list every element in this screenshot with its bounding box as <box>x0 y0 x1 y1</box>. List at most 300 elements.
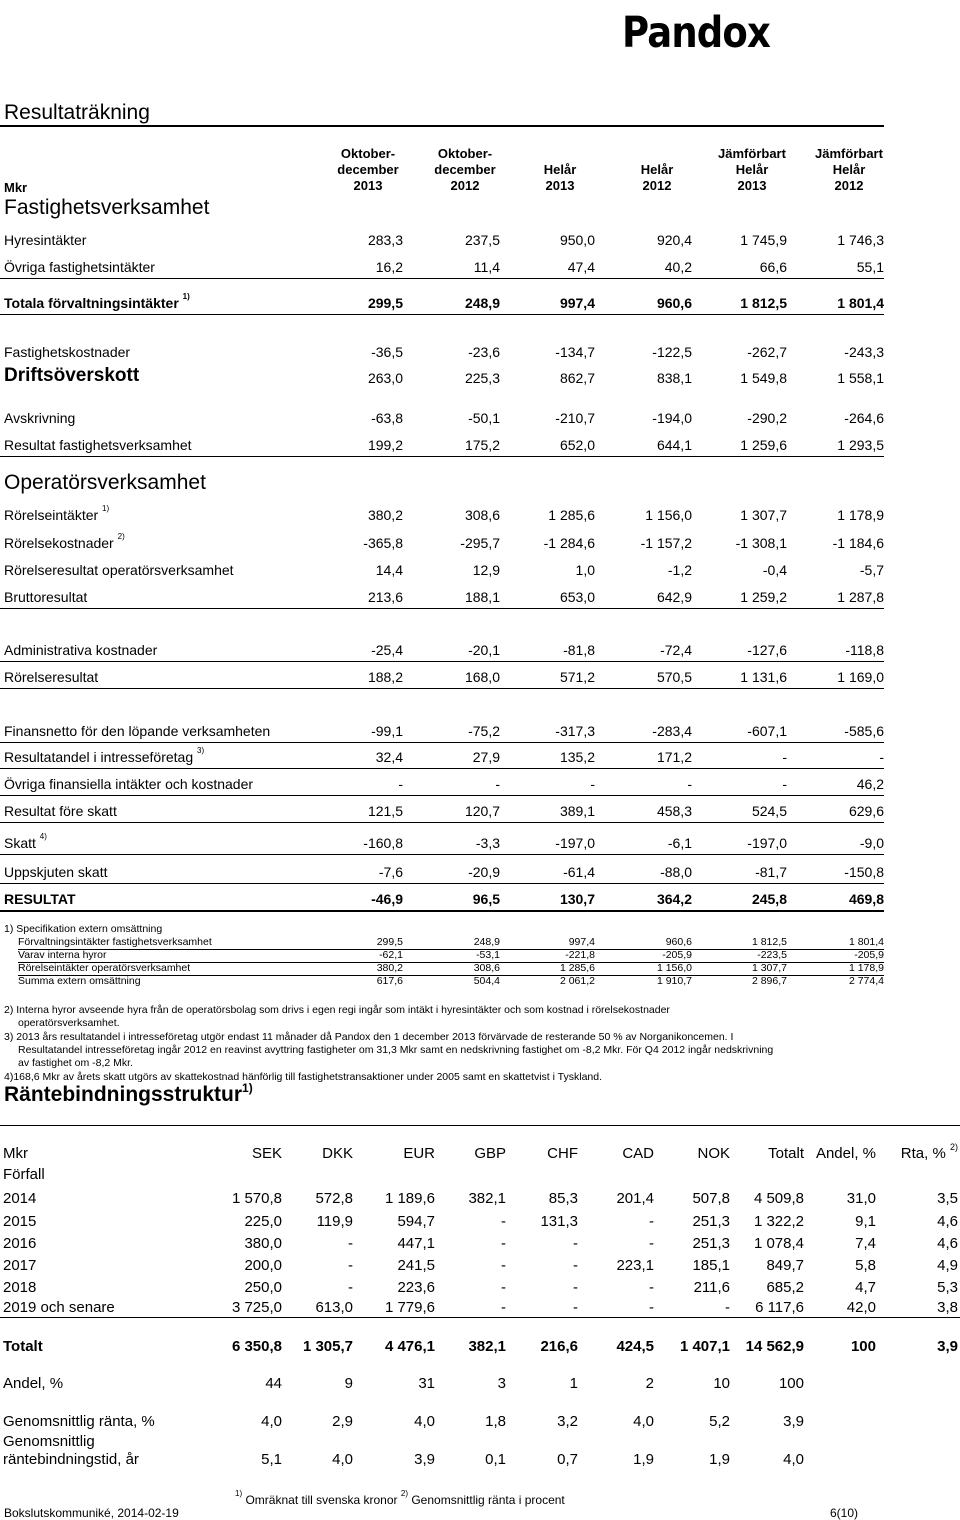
table-cell: 9 <box>344 1375 353 1392</box>
row-label <box>4 864 108 880</box>
footnote-ref: 1) <box>182 292 190 301</box>
footnote-cell: 2 896,7 <box>751 975 787 987</box>
table-cell: 245,8 <box>751 891 787 907</box>
table-cell: 469,8 <box>848 891 884 907</box>
table-cell: 424,5 <box>616 1338 654 1355</box>
column-header <box>273 1145 353 1162</box>
footnote-row-label: Rörelseintäkter operatörsverksamhet <box>18 962 191 974</box>
row-label: 2015 <box>3 1213 37 1230</box>
table-cell: 1 285,6 <box>548 507 595 523</box>
section-operatorsverksamhet: Operatörsverksamhet <box>4 471 206 494</box>
table-cell: 1 746,3 <box>837 232 884 248</box>
table-cell: 571,2 <box>559 669 595 685</box>
table-cell: 642,9 <box>656 589 692 605</box>
column-header: Jämförbart Helår 2013 <box>718 146 786 193</box>
footnote-cell: 1 156,0 <box>656 962 692 974</box>
table-cell: 4,0 <box>783 1451 804 1468</box>
table-cell: 0,1 <box>485 1451 506 1468</box>
table-cell: 188,2 <box>367 669 403 685</box>
table-row <box>0 528 884 554</box>
column-header <box>650 1145 730 1162</box>
table-cell: 44 <box>265 1375 282 1392</box>
row-label <box>4 589 87 605</box>
table-row <box>0 1275 960 1297</box>
table-cell: -295,7 <box>460 535 500 551</box>
table-cell: 613,0 <box>315 1299 353 1316</box>
table-cell: 685,2 <box>766 1279 804 1296</box>
column-header-text: GBP <box>474 1145 506 1162</box>
table-cell: 1 178,9 <box>837 507 884 523</box>
table-cell: 4,6 <box>937 1235 958 1252</box>
table-cell: 3,2 <box>557 1413 578 1430</box>
table-row <box>0 337 884 363</box>
table-cell: 5,1 <box>261 1451 282 1468</box>
table-cell: 447,1 <box>397 1235 435 1252</box>
table-cell: 458,3 <box>656 803 692 819</box>
table-cell: 4,0 <box>414 1413 435 1430</box>
table-cell: -7,6 <box>378 864 403 880</box>
table-cell: 5,2 <box>709 1413 730 1430</box>
table-cell: 1 570,8 <box>231 1190 282 1207</box>
table-cell: 1 <box>569 1375 578 1392</box>
column-header-text: Andel, % <box>815 1145 876 1162</box>
row-label <box>4 891 76 907</box>
table-cell: 5,3 <box>937 1279 958 1296</box>
table-cell: - <box>398 776 403 792</box>
table-cell: 211,6 <box>693 1279 730 1296</box>
table-cell: 225,0 <box>244 1213 282 1230</box>
table-cell: - <box>725 1299 730 1316</box>
table-cell: 1 169,0 <box>837 669 884 685</box>
row-label <box>4 562 234 578</box>
row-label <box>4 776 253 792</box>
table-cell: 950,0 <box>559 232 595 248</box>
table-cell: 66,6 <box>759 259 787 275</box>
table-cell: 135,2 <box>559 749 595 765</box>
table-row <box>0 828 884 855</box>
table-cell: 185,1 <box>692 1257 730 1274</box>
unit-label: Mkr <box>4 180 28 195</box>
row-label: 2016 <box>3 1235 37 1252</box>
table-cell: 1 287,8 <box>837 589 884 605</box>
row-label <box>4 365 139 387</box>
table-row <box>0 1162 960 1184</box>
table-cell: 120,7 <box>464 803 500 819</box>
table-cell: - <box>573 1235 578 1252</box>
row-label-text: Skatt <box>4 835 36 851</box>
table-cell: - <box>573 1299 578 1316</box>
table-cell: 1 812,5 <box>740 295 787 311</box>
table-cell: 308,6 <box>464 507 500 523</box>
table-cell: 171,2 <box>656 749 692 765</box>
table-cell: 216,6 <box>540 1338 578 1355</box>
table-cell: 40,2 <box>664 259 692 275</box>
table-cell: -0,4 <box>762 562 787 578</box>
table-cell: 4,9 <box>937 1257 958 1274</box>
footnote-cell: 1 307,7 <box>751 962 787 974</box>
footnote-cell: -205,9 <box>854 949 884 961</box>
table-cell: - <box>501 1257 506 1274</box>
row-label-text: Bruttoresultat <box>4 589 88 605</box>
table-cell: 862,7 <box>559 370 595 386</box>
table-cell: -365,8 <box>363 535 403 551</box>
row-label-text: Hyresintäkter <box>4 232 87 248</box>
column-header <box>878 1142 958 1162</box>
table-cell: 1 322,2 <box>753 1213 804 1230</box>
footnote-cell: 1 910,7 <box>656 975 692 987</box>
row-label: Andel, % <box>3 1375 64 1392</box>
row-label-text: Övriga finansiella intäkter och kostnader <box>4 776 254 792</box>
table-cell: 652,0 <box>559 437 595 453</box>
table-cell: 223,6 <box>397 1279 435 1296</box>
footnote-cell: 504,4 <box>473 975 500 987</box>
column-header-text: NOK <box>697 1145 730 1162</box>
table-cell: 1 407,1 <box>679 1338 730 1355</box>
table-cell: 213,6 <box>367 589 403 605</box>
footnote-cell: 248,9 <box>473 936 500 948</box>
table-cell: 380,0 <box>244 1235 282 1252</box>
column-header <box>202 1145 282 1162</box>
footnote-cell: 380,2 <box>376 962 403 974</box>
table-cell: 31,0 <box>846 1190 876 1207</box>
pandox-logo: Pandox <box>622 8 770 58</box>
table-cell: 27,9 <box>472 749 500 765</box>
footnote-cell: 997,4 <box>568 936 595 948</box>
rates-title: Räntebindningsstruktur$^{1)}$ <box>4 1081 253 1106</box>
table-cell: -1 284,6 <box>543 535 595 551</box>
table-cell: -36,5 <box>371 344 403 360</box>
column-header <box>426 1145 506 1162</box>
table-row <box>0 288 884 315</box>
table-cell: 4,0 <box>332 1451 353 1468</box>
table-cell: 46,2 <box>856 776 884 792</box>
table-cell: - <box>495 776 500 792</box>
column-header: Oktober- december 2013 <box>337 146 399 193</box>
table-row <box>0 430 884 457</box>
table-cell: 1 293,5 <box>837 437 884 453</box>
table-cell: -585,6 <box>844 723 884 739</box>
footnote-cell: 617,6 <box>376 975 403 987</box>
footnote-row <box>18 936 884 950</box>
footnote-cell: -53,1 <box>476 949 500 961</box>
table-cell: -23,6 <box>468 344 500 360</box>
table-cell: -262,7 <box>747 344 787 360</box>
table-cell: 1 558,1 <box>837 370 884 386</box>
row-label-text: Övriga fastighetsintäkter <box>4 259 155 275</box>
table-cell: 201,4 <box>616 1190 654 1207</box>
row-label <box>4 259 155 275</box>
footnote-cell: 960,6 <box>665 936 692 948</box>
row-label <box>4 344 130 360</box>
row-label-text: Uppskjuten skatt <box>4 864 108 880</box>
table-cell: 237,5 <box>464 232 500 248</box>
table-cell: -20,1 <box>468 642 500 658</box>
table-cell: - <box>573 1279 578 1296</box>
table-cell: 241,5 <box>397 1257 435 1274</box>
table-cell: 16,2 <box>375 259 403 275</box>
column-header-text: EUR <box>403 1145 435 1162</box>
footnote-cell: 1 285,6 <box>559 962 595 974</box>
table-row <box>0 742 884 769</box>
table-cell: 225,3 <box>464 370 500 386</box>
table-cell: 507,8 <box>692 1190 730 1207</box>
table-cell: -1 184,6 <box>832 535 884 551</box>
footnote-3-cont2: av fastighet om -8,2 Mkr. <box>18 1057 133 1069</box>
row-label <box>4 410 75 426</box>
table-cell: 188,1 <box>464 589 500 605</box>
table-row <box>0 662 884 689</box>
table-cell: - <box>501 1213 506 1230</box>
table-cell: -50,1 <box>468 410 500 426</box>
row-label <box>4 803 117 819</box>
table-cell: 653,0 <box>559 589 595 605</box>
table-cell: -81,8 <box>563 642 595 658</box>
table-cell: 1 259,6 <box>740 437 787 453</box>
table-cell: - <box>501 1279 506 1296</box>
row-label <box>4 642 157 658</box>
footnote-2-cont: operatörsverksamhet. <box>18 1017 120 1029</box>
row-label-text: Rörelsekostnader <box>4 535 114 551</box>
row-label: 2014 <box>3 1190 37 1207</box>
footnote-3-cont: Resultatandel intresseföretag ingår 2012 en reavinst avyttring fastigheter om 31,3 Mkr samt en nedskrivning fastighet om -8,2 Mkr. För Q4 2012 ingår nedskrivning <box>18 1044 774 1056</box>
column-header-text: DKK <box>322 1145 353 1162</box>
table-row <box>0 1231 960 1253</box>
table-cell: 96,5 <box>472 891 500 907</box>
table-cell: -5,7 <box>859 562 884 578</box>
table-cell: 47,4 <box>567 259 595 275</box>
row-label-text: Totala förvaltningsintäkter <box>4 295 179 311</box>
table-row <box>0 582 884 609</box>
table-cell: 1 078,4 <box>753 1235 804 1252</box>
column-header-text: CAD <box>622 1145 654 1162</box>
table-cell: - <box>649 1235 654 1252</box>
footnote-cell: -205,9 <box>662 949 692 961</box>
row-label: 2017 <box>3 1257 37 1274</box>
table-cell: 4,6 <box>937 1213 958 1230</box>
footnote-ref: 3) <box>197 746 205 755</box>
table-cell: 389,1 <box>559 803 595 819</box>
table-cell: -99,1 <box>371 723 403 739</box>
footnote-row-label: Summa extern omsättning <box>18 975 141 987</box>
footer-document: Bokslutskommuniké, 2014-02-19 <box>4 1506 179 1520</box>
footnote-cell: 308,6 <box>473 962 500 974</box>
table-cell: -127,6 <box>747 642 787 658</box>
footnote-cell: 299,5 <box>376 936 403 948</box>
row-label: Totalt <box>3 1338 43 1355</box>
table-row <box>0 403 884 429</box>
table-cell: 1 779,6 <box>384 1299 435 1316</box>
footnote-cell: 1 178,9 <box>848 962 884 974</box>
table-cell: 6 350,8 <box>231 1338 282 1355</box>
table-cell: -61,4 <box>563 864 595 880</box>
row-label-text: Rörelseintäkter <box>4 507 99 523</box>
footnote-ref: 2) <box>117 532 125 541</box>
table-cell: 1,0 <box>575 562 595 578</box>
table-cell: -607,1 <box>747 723 787 739</box>
table-row <box>0 635 884 662</box>
footnote-ref: 4) <box>39 832 47 841</box>
table-row <box>0 555 884 581</box>
table-row <box>0 1433 960 1469</box>
table-cell: 223,1 <box>616 1257 654 1274</box>
column-header <box>355 1145 435 1162</box>
table-row <box>0 884 884 912</box>
table-cell: 3,8 <box>937 1299 958 1316</box>
table-cell: 263,0 <box>367 370 403 386</box>
table-cell: -197,0 <box>747 835 787 851</box>
table-cell: 100 <box>850 1338 876 1355</box>
table-cell: 2,9 <box>332 1413 353 1430</box>
table-cell: 1 307,7 <box>740 507 787 523</box>
table-cell: 1 189,6 <box>384 1190 435 1207</box>
table-row <box>0 1371 960 1393</box>
footnote-row <box>18 962 884 976</box>
table-row <box>0 1295 960 1318</box>
table-cell: 32,4 <box>375 749 403 765</box>
table-cell: 175,2 <box>464 437 500 453</box>
footnote-ref: 2) <box>949 1142 958 1152</box>
table-row <box>0 796 884 823</box>
table-cell: 200,0 <box>244 1257 282 1274</box>
table-cell: 299,5 <box>367 295 403 311</box>
table-cell: 1 801,4 <box>837 295 884 311</box>
table-row <box>0 716 884 743</box>
row-label <box>4 504 110 523</box>
table-cell: -81,7 <box>755 864 787 880</box>
table-cell: 283,3 <box>367 232 403 248</box>
footer-page-number: 6(10) <box>830 1506 859 1520</box>
footnote-ref: 1) <box>102 504 110 513</box>
table-cell: -243,3 <box>844 344 884 360</box>
footnote-row <box>18 975 884 988</box>
table-cell: 55,1 <box>856 259 884 275</box>
table-row <box>0 500 884 526</box>
table-row <box>0 1209 960 1231</box>
table-cell: 3,9 <box>414 1451 435 1468</box>
row-label-text: Resultat fastighetsverksamhet <box>4 437 192 453</box>
table-cell: 629,6 <box>848 803 884 819</box>
table-cell: - <box>348 1257 353 1274</box>
table-cell: - <box>782 749 787 765</box>
table-cell: - <box>649 1299 654 1316</box>
table-cell: -3,3 <box>475 835 500 851</box>
table-cell: 4 476,1 <box>384 1338 435 1355</box>
table-cell: -20,9 <box>468 864 500 880</box>
footnote-cell: 1 801,4 <box>848 936 884 948</box>
table-cell: 364,2 <box>656 891 692 907</box>
table-cell: -25,4 <box>371 642 403 658</box>
table-cell: - <box>879 749 884 765</box>
table-cell: 1 156,0 <box>645 507 692 523</box>
table-cell: 1,8 <box>485 1413 506 1430</box>
row-label <box>4 723 270 739</box>
row-label <box>4 832 47 851</box>
row-label-text: RESULTAT <box>4 891 76 907</box>
table-cell: 9,1 <box>855 1213 876 1230</box>
table-cell: 3,5 <box>937 1190 958 1207</box>
table-row <box>0 1409 960 1431</box>
rates-divider <box>0 1125 960 1126</box>
table-cell: 1 259,2 <box>740 589 787 605</box>
row-label: 2019 och senare <box>3 1299 115 1316</box>
table-cell: -134,7 <box>555 344 595 360</box>
table-cell: 1,9 <box>709 1451 730 1468</box>
table-row <box>0 252 884 279</box>
table-cell: 960,6 <box>656 295 692 311</box>
table-row <box>0 1253 960 1275</box>
row-label <box>4 437 192 453</box>
table-cell: 251,3 <box>692 1213 730 1230</box>
table-cell: - <box>348 1235 353 1252</box>
footnote-2: 2) Interna hyror avseende hyra från de operatörsbolag som drivs i egen regi ingår som intäkt i hyresintäkter och som kostnad i rörelsekostnader <box>4 1004 670 1016</box>
table-cell: - <box>501 1235 506 1252</box>
table-cell: 248,9 <box>464 295 500 311</box>
table-cell: 14 562,9 <box>745 1338 804 1355</box>
column-header: Helår 2012 <box>640 162 674 193</box>
table-row <box>0 1186 960 1208</box>
table-cell: 119,9 <box>316 1213 353 1230</box>
row-label-text: Fastighetskostnader <box>4 344 131 360</box>
table-cell: 3 <box>497 1375 506 1392</box>
row-label-text: Avskrivning <box>4 410 76 426</box>
table-cell: 4,0 <box>261 1413 282 1430</box>
footer-notes: $^{1)}$ Omräknat till svenska kronor $^{2)}$ Genomsnittlig ränta i procent <box>235 1489 565 1507</box>
row-label-text: Rörelseresultat operatörsverksamhet <box>4 562 234 578</box>
table-cell: 121,5 <box>367 803 403 819</box>
table-cell: 14,4 <box>375 562 403 578</box>
footnote-1-title: 1) Specifikation extern omsättning <box>4 923 163 935</box>
table-cell: 1,9 <box>633 1451 654 1468</box>
column-header: Helår 2013 <box>543 162 577 193</box>
row-label-text: Resultat före skatt <box>4 803 117 819</box>
footnote-row <box>18 949 884 963</box>
footnote-4: 4)168,6 Mkr av årets skatt utgörs av skattekostnad hänförlig till fastighetstransaktioner under 2005 samt en skattetvist i Tyskland. <box>4 1071 603 1083</box>
footnote-row-label: Förvaltningsintäkter fastighetsverksamhet <box>18 936 212 948</box>
footnote-cell: 2 061,2 <box>559 975 595 987</box>
column-header-text: Rta, % <box>900 1145 946 1162</box>
column-header-text: CHF <box>547 1145 578 1162</box>
table-cell: 130,7 <box>559 891 595 907</box>
table-cell: 31 <box>418 1375 435 1392</box>
table-cell: -63,8 <box>371 410 403 426</box>
table-cell: -88,0 <box>660 864 692 880</box>
table-cell: 1 131,6 <box>740 669 787 685</box>
row-label: Förfall <box>3 1166 45 1183</box>
column-header-text: SEK <box>251 1145 282 1162</box>
table-cell: 4,7 <box>855 1279 876 1296</box>
row-label-text: Driftsöverskott <box>4 365 140 386</box>
table-cell: 131,3 <box>540 1213 578 1230</box>
table-cell: 85,3 <box>548 1190 578 1207</box>
table-cell: 1 549,8 <box>740 370 787 386</box>
table-cell: -317,3 <box>555 723 595 739</box>
column-header: Oktober- december 2012 <box>434 146 496 193</box>
table-cell: -264,6 <box>844 410 884 426</box>
table-cell: 3,9 <box>783 1413 804 1430</box>
table-cell: 5,8 <box>855 1257 876 1274</box>
row-label <box>4 232 86 248</box>
table-cell: 11,4 <box>473 259 500 275</box>
table-cell: 4 509,8 <box>753 1190 804 1207</box>
table-cell: -197,0 <box>555 835 595 851</box>
footnote-cell: 2 774,4 <box>848 975 884 987</box>
table-cell: 849,7 <box>766 1257 804 1274</box>
column-header: Jämförbart Helår 2012 <box>815 146 883 193</box>
table-cell: - <box>501 1299 506 1316</box>
table-cell: 1 745,9 <box>740 232 787 248</box>
table-cell: -194,0 <box>652 410 692 426</box>
table-cell: 100 <box>778 1375 804 1392</box>
